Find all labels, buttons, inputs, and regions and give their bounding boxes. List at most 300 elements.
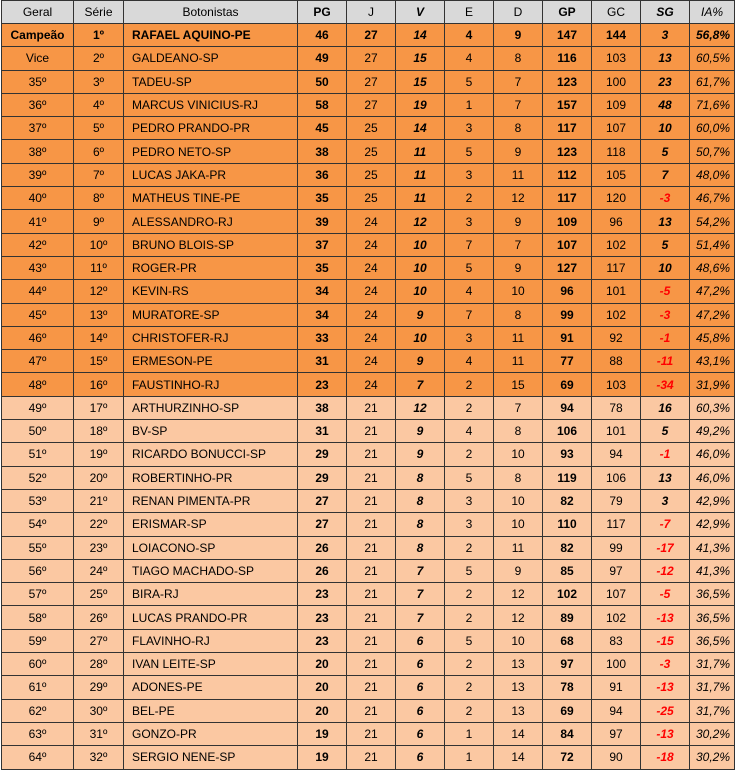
cell-geral: 44º	[2, 280, 74, 303]
cell-gc: 102	[592, 606, 641, 629]
table-row	[2, 559, 735, 582]
table-row	[2, 24, 735, 47]
cell-gp: 106	[543, 420, 592, 443]
cell-ia: 30,2%	[690, 746, 735, 769]
cell-d: 13	[494, 653, 543, 676]
cell-v: 7	[396, 373, 445, 396]
cell-j: 24	[347, 210, 396, 233]
cell-j: 27	[347, 24, 396, 47]
cell-geral: 59º	[2, 629, 74, 652]
cell-d: 12	[494, 583, 543, 606]
cell-gp: 117	[543, 187, 592, 210]
cell-ia: 42,9%	[690, 489, 735, 512]
cell-ia: 36,5%	[690, 629, 735, 652]
cell-geral: 35º	[2, 70, 74, 93]
cell-sg: -13	[641, 676, 690, 699]
cell-v: 11	[396, 140, 445, 163]
cell-serie: 18º	[74, 420, 124, 443]
cell-ia: 36,5%	[690, 606, 735, 629]
cell-e: 2	[445, 536, 494, 559]
cell-geral: 64º	[2, 746, 74, 769]
cell-gp: 77	[543, 350, 592, 373]
cell-d: 13	[494, 676, 543, 699]
cell-sg: 5	[641, 140, 690, 163]
cell-e: 3	[445, 210, 494, 233]
cell-j: 27	[347, 93, 396, 116]
cell-v: 10	[396, 326, 445, 349]
table-row	[2, 163, 735, 186]
cell-ia: 41,3%	[690, 559, 735, 582]
cell-v: 12	[396, 396, 445, 419]
cell-gc: 107	[592, 583, 641, 606]
cell-ia: 43,1%	[690, 350, 735, 373]
cell-v: 10	[396, 256, 445, 279]
cell-serie: 7º	[74, 163, 124, 186]
cell-geral: 41º	[2, 210, 74, 233]
cell-gp: 69	[543, 699, 592, 722]
cell-v: 19	[396, 93, 445, 116]
cell-gc: 88	[592, 350, 641, 373]
cell-gp: 68	[543, 629, 592, 652]
cell-ia: 61,7%	[690, 70, 735, 93]
cell-gc: 78	[592, 396, 641, 419]
cell-j: 21	[347, 513, 396, 536]
cell-v: 9	[396, 420, 445, 443]
cell-v: 8	[396, 513, 445, 536]
cell-botonista: RICARDO BONUCCI-SP	[124, 443, 298, 466]
cell-geral: 55º	[2, 536, 74, 559]
cell-j: 24	[347, 350, 396, 373]
cell-gc: 107	[592, 117, 641, 140]
cell-pg: 36	[298, 163, 347, 186]
cell-pg: 26	[298, 559, 347, 582]
cell-j: 21	[347, 629, 396, 652]
cell-gp: 94	[543, 396, 592, 419]
cell-e: 5	[445, 70, 494, 93]
cell-ia: 47,2%	[690, 280, 735, 303]
cell-gc: 109	[592, 93, 641, 116]
cell-serie: 4º	[74, 93, 124, 116]
cell-gp: 109	[543, 210, 592, 233]
cell-ia: 46,7%	[690, 187, 735, 210]
cell-geral: 56º	[2, 559, 74, 582]
cell-d: 11	[494, 536, 543, 559]
cell-gp: 72	[543, 746, 592, 769]
cell-pg: 35	[298, 187, 347, 210]
cell-geral: 38º	[2, 140, 74, 163]
cell-j: 21	[347, 420, 396, 443]
cell-v: 6	[396, 722, 445, 745]
cell-v: 14	[396, 24, 445, 47]
cell-serie: 8º	[74, 187, 124, 210]
cell-v: 6	[396, 699, 445, 722]
cell-pg: 38	[298, 396, 347, 419]
cell-botonista: BRUNO BLOIS-SP	[124, 233, 298, 256]
cell-e: 4	[445, 420, 494, 443]
cell-pg: 31	[298, 420, 347, 443]
cell-geral: 61º	[2, 676, 74, 699]
cell-e: 5	[445, 466, 494, 489]
cell-gp: 107	[543, 233, 592, 256]
cell-e: 3	[445, 513, 494, 536]
table-body	[2, 24, 735, 770]
cell-d: 7	[494, 396, 543, 419]
cell-sg: -3	[641, 303, 690, 326]
cell-gc: 94	[592, 699, 641, 722]
cell-sg: 13	[641, 466, 690, 489]
table-row	[2, 303, 735, 326]
cell-serie: 2º	[74, 47, 124, 70]
cell-sg: 5	[641, 233, 690, 256]
cell-v: 15	[396, 47, 445, 70]
table-row	[2, 70, 735, 93]
cell-v: 6	[396, 629, 445, 652]
cell-e: 3	[445, 117, 494, 140]
cell-geral: 36º	[2, 93, 74, 116]
cell-ia: 45,8%	[690, 326, 735, 349]
cell-serie: 24º	[74, 559, 124, 582]
table-row	[2, 606, 735, 629]
cell-geral: Campeão	[2, 24, 74, 47]
cell-d: 7	[494, 233, 543, 256]
cell-pg: 19	[298, 746, 347, 769]
cell-j: 21	[347, 396, 396, 419]
cell-e: 4	[445, 350, 494, 373]
cell-botonista: MARCUS VINICIUS-RJ	[124, 93, 298, 116]
cell-e: 7	[445, 303, 494, 326]
table-row	[2, 629, 735, 652]
cell-pg: 20	[298, 699, 347, 722]
cell-j: 21	[347, 559, 396, 582]
table-row	[2, 373, 735, 396]
cell-serie: 13º	[74, 303, 124, 326]
cell-serie: 17º	[74, 396, 124, 419]
cell-botonista: RAFAEL AQUINO-PE	[124, 24, 298, 47]
cell-v: 7	[396, 583, 445, 606]
cell-j: 24	[347, 233, 396, 256]
cell-v: 7	[396, 606, 445, 629]
table-row	[2, 746, 735, 769]
header-pg: PG	[298, 1, 347, 24]
cell-geral: 39º	[2, 163, 74, 186]
cell-v: 9	[396, 350, 445, 373]
cell-gp: 69	[543, 373, 592, 396]
table-row	[2, 443, 735, 466]
cell-d: 13	[494, 699, 543, 722]
cell-e: 3	[445, 489, 494, 512]
cell-serie: 30º	[74, 699, 124, 722]
cell-d: 11	[494, 350, 543, 373]
cell-botonista: GALDEANO-SP	[124, 47, 298, 70]
cell-j: 21	[347, 676, 396, 699]
table-row	[2, 93, 735, 116]
cell-sg: 10	[641, 117, 690, 140]
cell-botonista: ERMESON-PE	[124, 350, 298, 373]
cell-botonista: IVAN LEITE-SP	[124, 653, 298, 676]
cell-gc: 118	[592, 140, 641, 163]
cell-botonista: KEVIN-RS	[124, 280, 298, 303]
cell-v: 8	[396, 536, 445, 559]
cell-d: 9	[494, 559, 543, 582]
cell-sg: -5	[641, 280, 690, 303]
cell-serie: 31º	[74, 722, 124, 745]
cell-d: 11	[494, 326, 543, 349]
cell-sg: -15	[641, 629, 690, 652]
cell-sg: -3	[641, 653, 690, 676]
cell-d: 7	[494, 93, 543, 116]
cell-ia: 48,0%	[690, 163, 735, 186]
cell-botonista: MATHEUS TINE-PE	[124, 187, 298, 210]
cell-gc: 97	[592, 722, 641, 745]
cell-ia: 41,3%	[690, 536, 735, 559]
cell-pg: 31	[298, 350, 347, 373]
cell-pg: 46	[298, 24, 347, 47]
cell-v: 11	[396, 163, 445, 186]
cell-e: 5	[445, 140, 494, 163]
cell-sg: -13	[641, 722, 690, 745]
cell-ia: 60,5%	[690, 47, 735, 70]
cell-j: 21	[347, 653, 396, 676]
cell-e: 2	[445, 396, 494, 419]
cell-d: 8	[494, 420, 543, 443]
cell-serie: 3º	[74, 70, 124, 93]
cell-pg: 37	[298, 233, 347, 256]
cell-ia: 31,7%	[690, 699, 735, 722]
cell-serie: 32º	[74, 746, 124, 769]
cell-botonista: BV-SP	[124, 420, 298, 443]
header-botonistas: Botonistas	[124, 1, 298, 24]
cell-gc: 102	[592, 233, 641, 256]
cell-v: 10	[396, 280, 445, 303]
cell-pg: 20	[298, 676, 347, 699]
table-row	[2, 140, 735, 163]
cell-d: 8	[494, 117, 543, 140]
cell-sg: 3	[641, 489, 690, 512]
cell-j: 24	[347, 373, 396, 396]
cell-e: 2	[445, 606, 494, 629]
cell-botonista: LUCAS PRANDO-PR	[124, 606, 298, 629]
cell-ia: 42,9%	[690, 513, 735, 536]
cell-d: 9	[494, 256, 543, 279]
header-row	[2, 1, 735, 24]
cell-ia: 54,2%	[690, 210, 735, 233]
cell-j: 25	[347, 163, 396, 186]
cell-serie: 29º	[74, 676, 124, 699]
header-sg: SG	[641, 1, 690, 24]
cell-serie: 16º	[74, 373, 124, 396]
cell-pg: 26	[298, 536, 347, 559]
cell-v: 6	[396, 676, 445, 699]
header-e: E	[445, 1, 494, 24]
cell-serie: 10º	[74, 233, 124, 256]
cell-e: 2	[445, 653, 494, 676]
cell-pg: 50	[298, 70, 347, 93]
table-row	[2, 256, 735, 279]
cell-d: 15	[494, 373, 543, 396]
cell-d: 12	[494, 606, 543, 629]
cell-geral: 37º	[2, 117, 74, 140]
cell-botonista: BEL-PE	[124, 699, 298, 722]
cell-v: 15	[396, 70, 445, 93]
cell-geral: 46º	[2, 326, 74, 349]
cell-botonista: ADONES-PE	[124, 676, 298, 699]
cell-gc: 96	[592, 210, 641, 233]
cell-j: 21	[347, 606, 396, 629]
cell-sg: -3	[641, 187, 690, 210]
cell-sg: -34	[641, 373, 690, 396]
cell-botonista: ARTHURZINHO-SP	[124, 396, 298, 419]
cell-pg: 39	[298, 210, 347, 233]
cell-gp: 127	[543, 256, 592, 279]
cell-j: 25	[347, 140, 396, 163]
cell-gp: 93	[543, 443, 592, 466]
cell-ia: 31,9%	[690, 373, 735, 396]
cell-pg: 34	[298, 303, 347, 326]
cell-ia: 30,2%	[690, 722, 735, 745]
cell-j: 21	[347, 489, 396, 512]
cell-d: 14	[494, 722, 543, 745]
cell-j: 24	[347, 303, 396, 326]
table-row	[2, 420, 735, 443]
cell-d: 8	[494, 466, 543, 489]
cell-gp: 84	[543, 722, 592, 745]
cell-ia: 46,0%	[690, 466, 735, 489]
cell-pg: 23	[298, 629, 347, 652]
cell-gp: 91	[543, 326, 592, 349]
cell-j: 21	[347, 443, 396, 466]
cell-d: 10	[494, 489, 543, 512]
cell-sg: 5	[641, 420, 690, 443]
cell-serie: 6º	[74, 140, 124, 163]
cell-serie: 22º	[74, 513, 124, 536]
cell-e: 2	[445, 443, 494, 466]
cell-serie: 19º	[74, 443, 124, 466]
cell-sg: -18	[641, 746, 690, 769]
cell-j: 27	[347, 47, 396, 70]
cell-d: 10	[494, 513, 543, 536]
cell-sg: -25	[641, 699, 690, 722]
cell-geral: 62º	[2, 699, 74, 722]
cell-e: 5	[445, 629, 494, 652]
cell-gp: 82	[543, 489, 592, 512]
cell-sg: 48	[641, 93, 690, 116]
cell-geral: 57º	[2, 583, 74, 606]
cell-gc: 90	[592, 746, 641, 769]
cell-gc: 101	[592, 420, 641, 443]
cell-d: 14	[494, 746, 543, 769]
cell-gc: 103	[592, 47, 641, 70]
cell-gp: 82	[543, 536, 592, 559]
table-row	[2, 233, 735, 256]
cell-ia: 31,7%	[690, 653, 735, 676]
cell-pg: 23	[298, 606, 347, 629]
cell-ia: 36,5%	[690, 583, 735, 606]
cell-pg: 29	[298, 466, 347, 489]
cell-j: 21	[347, 536, 396, 559]
cell-v: 14	[396, 117, 445, 140]
table-row	[2, 210, 735, 233]
cell-pg: 23	[298, 373, 347, 396]
cell-d: 12	[494, 187, 543, 210]
cell-ia: 49,2%	[690, 420, 735, 443]
cell-sg: -12	[641, 559, 690, 582]
cell-sg: -7	[641, 513, 690, 536]
cell-e: 1	[445, 722, 494, 745]
cell-serie: 9º	[74, 210, 124, 233]
cell-geral: 53º	[2, 489, 74, 512]
cell-ia: 48,6%	[690, 256, 735, 279]
cell-sg: -11	[641, 350, 690, 373]
cell-serie: 12º	[74, 280, 124, 303]
cell-ia: 46,0%	[690, 443, 735, 466]
cell-ia: 71,6%	[690, 93, 735, 116]
cell-gp: 102	[543, 583, 592, 606]
cell-pg: 38	[298, 140, 347, 163]
cell-gc: 105	[592, 163, 641, 186]
cell-pg: 19	[298, 722, 347, 745]
cell-serie: 25º	[74, 583, 124, 606]
table-row	[2, 280, 735, 303]
cell-geral: 52º	[2, 466, 74, 489]
cell-gp: 119	[543, 466, 592, 489]
cell-sg: 13	[641, 210, 690, 233]
cell-gp: 78	[543, 676, 592, 699]
cell-e: 1	[445, 93, 494, 116]
cell-sg: -1	[641, 443, 690, 466]
cell-botonista: ALESSANDRO-RJ	[124, 210, 298, 233]
cell-gc: 103	[592, 373, 641, 396]
cell-botonista: PEDRO NETO-SP	[124, 140, 298, 163]
cell-gc: 106	[592, 466, 641, 489]
cell-geral: 60º	[2, 653, 74, 676]
cell-d: 9	[494, 210, 543, 233]
cell-botonista: ROBERTINHO-PR	[124, 466, 298, 489]
cell-geral: 58º	[2, 606, 74, 629]
cell-pg: 35	[298, 256, 347, 279]
cell-gp: 157	[543, 93, 592, 116]
cell-ia: 60,0%	[690, 117, 735, 140]
header-gc: GC	[592, 1, 641, 24]
cell-pg: 23	[298, 583, 347, 606]
cell-v: 12	[396, 210, 445, 233]
cell-e: 4	[445, 24, 494, 47]
cell-botonista: TIAGO MACHADO-SP	[124, 559, 298, 582]
cell-serie: 21º	[74, 489, 124, 512]
cell-d: 9	[494, 140, 543, 163]
table-row	[2, 653, 735, 676]
cell-ia: 47,2%	[690, 303, 735, 326]
cell-pg: 20	[298, 653, 347, 676]
cell-gc: 91	[592, 676, 641, 699]
cell-j: 21	[347, 583, 396, 606]
cell-sg: 7	[641, 163, 690, 186]
cell-botonista: ROGER-PR	[124, 256, 298, 279]
cell-serie: 28º	[74, 653, 124, 676]
cell-v: 11	[396, 187, 445, 210]
cell-j: 24	[347, 326, 396, 349]
cell-botonista: PEDRO PRANDO-PR	[124, 117, 298, 140]
cell-ia: 31,7%	[690, 676, 735, 699]
table-row	[2, 326, 735, 349]
cell-gc: 120	[592, 187, 641, 210]
cell-botonista: SERGIO NENE-SP	[124, 746, 298, 769]
header-d: D	[494, 1, 543, 24]
table-row	[2, 676, 735, 699]
cell-v: 6	[396, 746, 445, 769]
cell-botonista: CHRISTOFER-RJ	[124, 326, 298, 349]
cell-d: 7	[494, 70, 543, 93]
cell-e: 2	[445, 676, 494, 699]
